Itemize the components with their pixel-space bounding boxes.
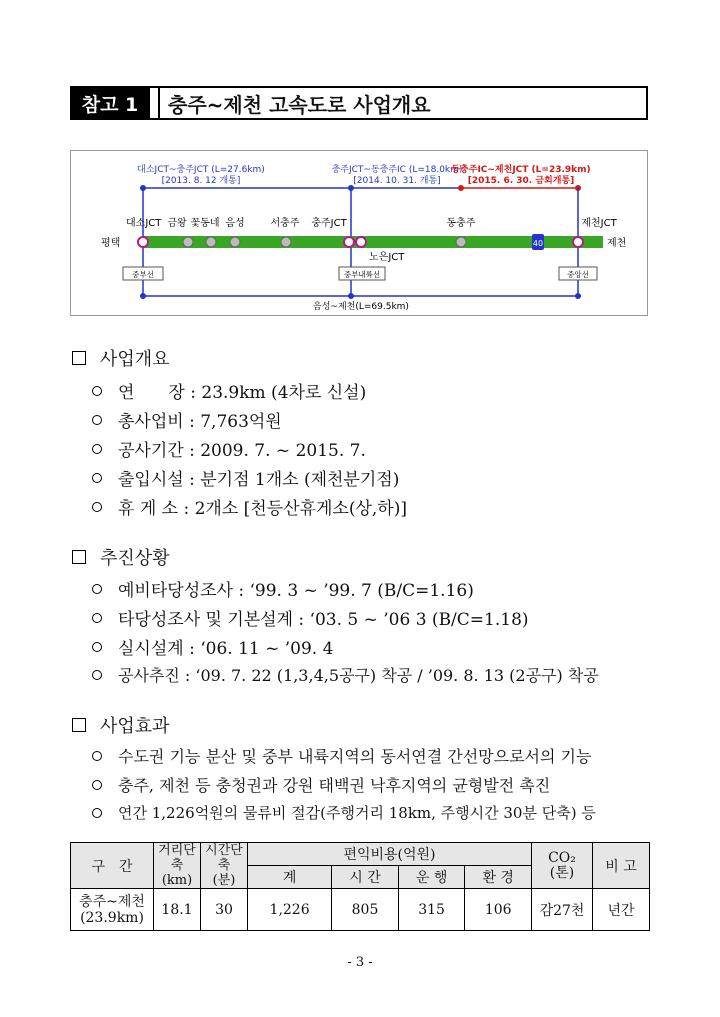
list-item: 연간 1,226억원의 물류비 절감(주행거리 18km, 주행시간 30분 단축) 등 xyxy=(92,802,596,823)
page-title: 충주~제천 고속도로 사업개요 xyxy=(158,86,646,120)
list-item: 공사추진 : ‘09. 7. 22 (1,3,4,5공구) 착공 / ’09. 8. 13 (2공구) 착공 xyxy=(92,663,599,686)
circle-bullet-icon xyxy=(92,502,102,512)
station-eumseong: 음성 xyxy=(225,218,245,229)
td-section: 충주~제천 (23.9km) xyxy=(71,889,154,931)
right-city: 제천 xyxy=(607,238,627,249)
route-map-svg xyxy=(71,151,647,315)
th-cost-total: 계 xyxy=(248,866,332,889)
bracket-node xyxy=(140,293,146,299)
page-number: - 3 - xyxy=(347,955,373,970)
line-box-jungbu-label: 중부선 xyxy=(132,270,154,279)
list-item: 예비타당성조사 : ‘99. 3 ~ ’99. 7 (B/C=1.16) xyxy=(92,576,474,601)
circle-bullet-icon xyxy=(92,613,102,623)
station-seochungju: 서충주 xyxy=(270,218,300,229)
td-note: 년간 xyxy=(593,889,650,931)
station-chungju-jct: 충주JCT xyxy=(311,218,347,229)
ic-marker xyxy=(456,237,466,247)
list-item: 출입시설 : 분기점 1개소 (제천분기점) xyxy=(92,465,399,490)
circle-bullet-icon xyxy=(92,808,102,818)
td-cost-environment: 106 xyxy=(465,889,532,931)
th-co2: CO₂ (톤) xyxy=(532,843,593,889)
th-section: 구 간 xyxy=(71,843,154,889)
circle-bullet-icon xyxy=(92,780,102,790)
td-cost-operation: 315 xyxy=(398,889,465,931)
effects-table xyxy=(70,842,650,931)
line-box-jungang-label: 중앙선 xyxy=(567,270,589,279)
station-dongchungju: 동충주 xyxy=(446,218,476,229)
station-geumwang: 금왕 xyxy=(167,218,187,229)
jct-marker-daeso xyxy=(138,237,148,247)
circle-bullet-icon xyxy=(92,584,102,594)
jct-marker-jecheon xyxy=(573,237,583,247)
td-time: 30 xyxy=(201,889,248,931)
jct-marker-noeun xyxy=(356,237,366,247)
th-cost-time: 시 간 xyxy=(332,866,399,889)
td-distance: 18.1 xyxy=(154,889,201,931)
td-cost-total: 1,226 xyxy=(248,889,332,931)
label-segment1-line1: 대소JCT~충주JCT (L=27.6km) xyxy=(137,165,265,175)
circle-bullet-icon xyxy=(92,415,102,425)
circle-bullet-icon xyxy=(92,751,102,761)
checkbox-square-icon xyxy=(72,351,86,365)
label-segment3-line2: [2015. 6. 30. 금회개통] xyxy=(467,176,575,186)
ic-marker xyxy=(230,237,240,247)
list-item: 실시설계 : ‘06. 11 ~ ’09. 4 xyxy=(92,634,333,659)
th-note: 비 고 xyxy=(593,843,650,889)
line-box-jungbu-naeryuk-label: 중부내륙선 xyxy=(343,270,381,279)
route-number: 40 xyxy=(532,239,544,248)
bracket-node xyxy=(458,185,464,191)
list-item: 총사업비 : 7,763억원 xyxy=(92,407,282,432)
label-segment1-line2: [2013. 8. 12 개통] xyxy=(161,176,241,186)
ic-marker xyxy=(281,237,291,247)
jct-marker-chungju xyxy=(344,237,354,247)
circle-bullet-icon xyxy=(92,386,102,396)
list-item: 공사기간 : 2009. 7. ~ 2015. 7. xyxy=(92,436,366,461)
section-overview-title: 사업개요 xyxy=(72,345,170,371)
station-kkotdongne: 꽃동네 xyxy=(190,218,220,229)
list-item: 연 장 : 23.9km (4차로 신설) xyxy=(92,378,366,403)
noeun-jct-label: 노은JCT xyxy=(369,252,405,263)
checkbox-square-icon xyxy=(72,718,86,732)
circle-bullet-icon xyxy=(92,642,102,652)
checkbox-square-icon xyxy=(72,550,86,564)
left-city: 평택 xyxy=(101,238,121,249)
section-progress-title: 추진상황 xyxy=(72,544,170,570)
td-co2: 감27천 xyxy=(532,889,593,931)
th-distance: 거리단축 (km) xyxy=(154,843,201,889)
label-segment2-line1: 충주JCT~동충주IC (L=18.0km) xyxy=(331,165,463,175)
circle-bullet-icon xyxy=(92,670,102,680)
bracket-node xyxy=(575,293,581,299)
circle-bullet-icon xyxy=(92,444,102,454)
ic-marker xyxy=(183,237,193,247)
th-cost-environment: 환 경 xyxy=(465,866,532,889)
th-time: 시간단축 (분) xyxy=(201,843,248,889)
ic-marker xyxy=(206,237,216,247)
label-segment3-line1: 동충주IC~제천JCT (L=23.9km) xyxy=(451,165,591,175)
station-daeso: 대소JCT xyxy=(126,218,162,229)
td-cost-time: 805 xyxy=(332,889,399,931)
section-effects-title: 사업효과 xyxy=(72,712,170,738)
station-jecheon-jct: 제천JCT xyxy=(581,218,617,229)
reference-tag: 참고 1 xyxy=(70,86,150,120)
th-cost: 편익비용(억원) xyxy=(248,843,532,866)
list-item: 충주, 제천 등 충청권과 강원 태백권 낙후지역의 균형발전 촉진 xyxy=(92,773,550,796)
route-map xyxy=(70,150,648,316)
circle-bullet-icon xyxy=(92,473,102,483)
bracket-node xyxy=(348,293,354,299)
th-cost-operation: 운 행 xyxy=(398,866,465,889)
bottom-label: 음성~제천(L=69.5km) xyxy=(313,302,409,312)
label-segment2-line2: [2014. 10. 31. 개통] xyxy=(353,176,441,186)
list-item: 휴 게 소 : 2개소 [천등산휴게소(상,하)] xyxy=(92,494,407,519)
list-item: 수도권 기능 분산 및 중부 내륙지역의 동서연결 간선망으로서의 기능 xyxy=(92,744,591,767)
list-item: 타당성조사 및 기본설계 : ‘03. 5 ~ ’06 3 (B/C=1.18) xyxy=(92,605,529,630)
